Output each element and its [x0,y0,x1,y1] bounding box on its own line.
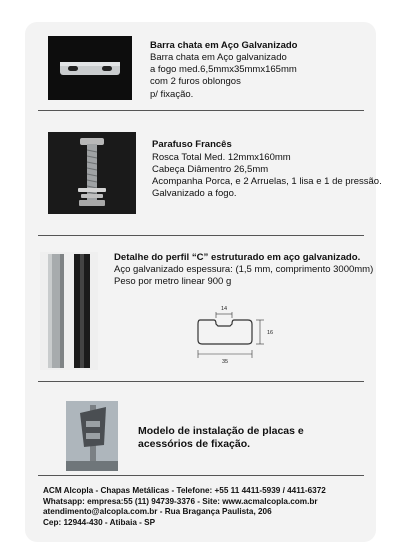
item-4-title-line-2: acessórios de fixação. [138,438,251,450]
c-profile-diagram [190,306,280,370]
item-3-line-1: Aço galvanizado espessura: (1,5 mm, comprimento 3000mm) [114,264,374,275]
flat-bar-photo [48,36,132,100]
footer-line-2: Whatsapp: empresa:55 (11) 94739-3376 - Site: www.acmalcopla.com.br [43,496,318,506]
divider-1 [38,110,364,111]
dim-top: 14 [221,306,228,312]
footer-line-1: ACM Alcopla - Chapas Metálicas - Telefone: +55 11 4411-5939 / 4411-6372 [43,486,326,495]
item-2-line-1: Rosca Total Med. 12mmx160mm [152,152,291,163]
divider-4 [38,475,364,476]
item-2-line-3: Acompanha Porca, e 2 Arruelas, 1 lisa e 1 de pressão. [152,176,382,187]
item-1-line-1: Barra chata em Aço galvanizado [150,52,287,63]
item-3-title: Detalhe do perfil “C” estruturado em aço galvanizado. [114,252,361,263]
footer-contact [43,486,373,528]
dim-right: 16 [267,330,274,336]
item-2-line-4: Galvanizado a fogo. [152,188,237,199]
installation-photo [66,401,118,471]
c-profile-photo [40,252,98,370]
item-2-title: Parafuso Francês [152,139,232,150]
item-1-line-2: a fogo med.6,5mmx35mmx165mm [150,64,297,75]
dim-bottom: 35 [222,359,229,365]
item-1-line-3: com 2 furos oblongos [150,76,241,87]
footer-line-4: Cep: 12944-430 - Atibaia - SP [43,517,156,527]
item-3-line-2: Peso por metro linear 900 g [114,276,232,287]
item-4-title-line-1: Modelo de instalação de placas e [138,425,304,437]
bolt-photo [48,132,136,214]
item-2-line-2: Cabeça Diâmentro 26,5mm [152,164,269,175]
item-1-line-4: p/ fixação. [150,89,194,100]
divider-2 [38,235,364,236]
item-1-title: Barra chata em Aço Galvanizado [150,40,298,51]
divider-3 [38,381,364,382]
footer-line-3: atendimento@alcopla.com.br - Rua Bragança Paulista, 206 [43,507,272,516]
